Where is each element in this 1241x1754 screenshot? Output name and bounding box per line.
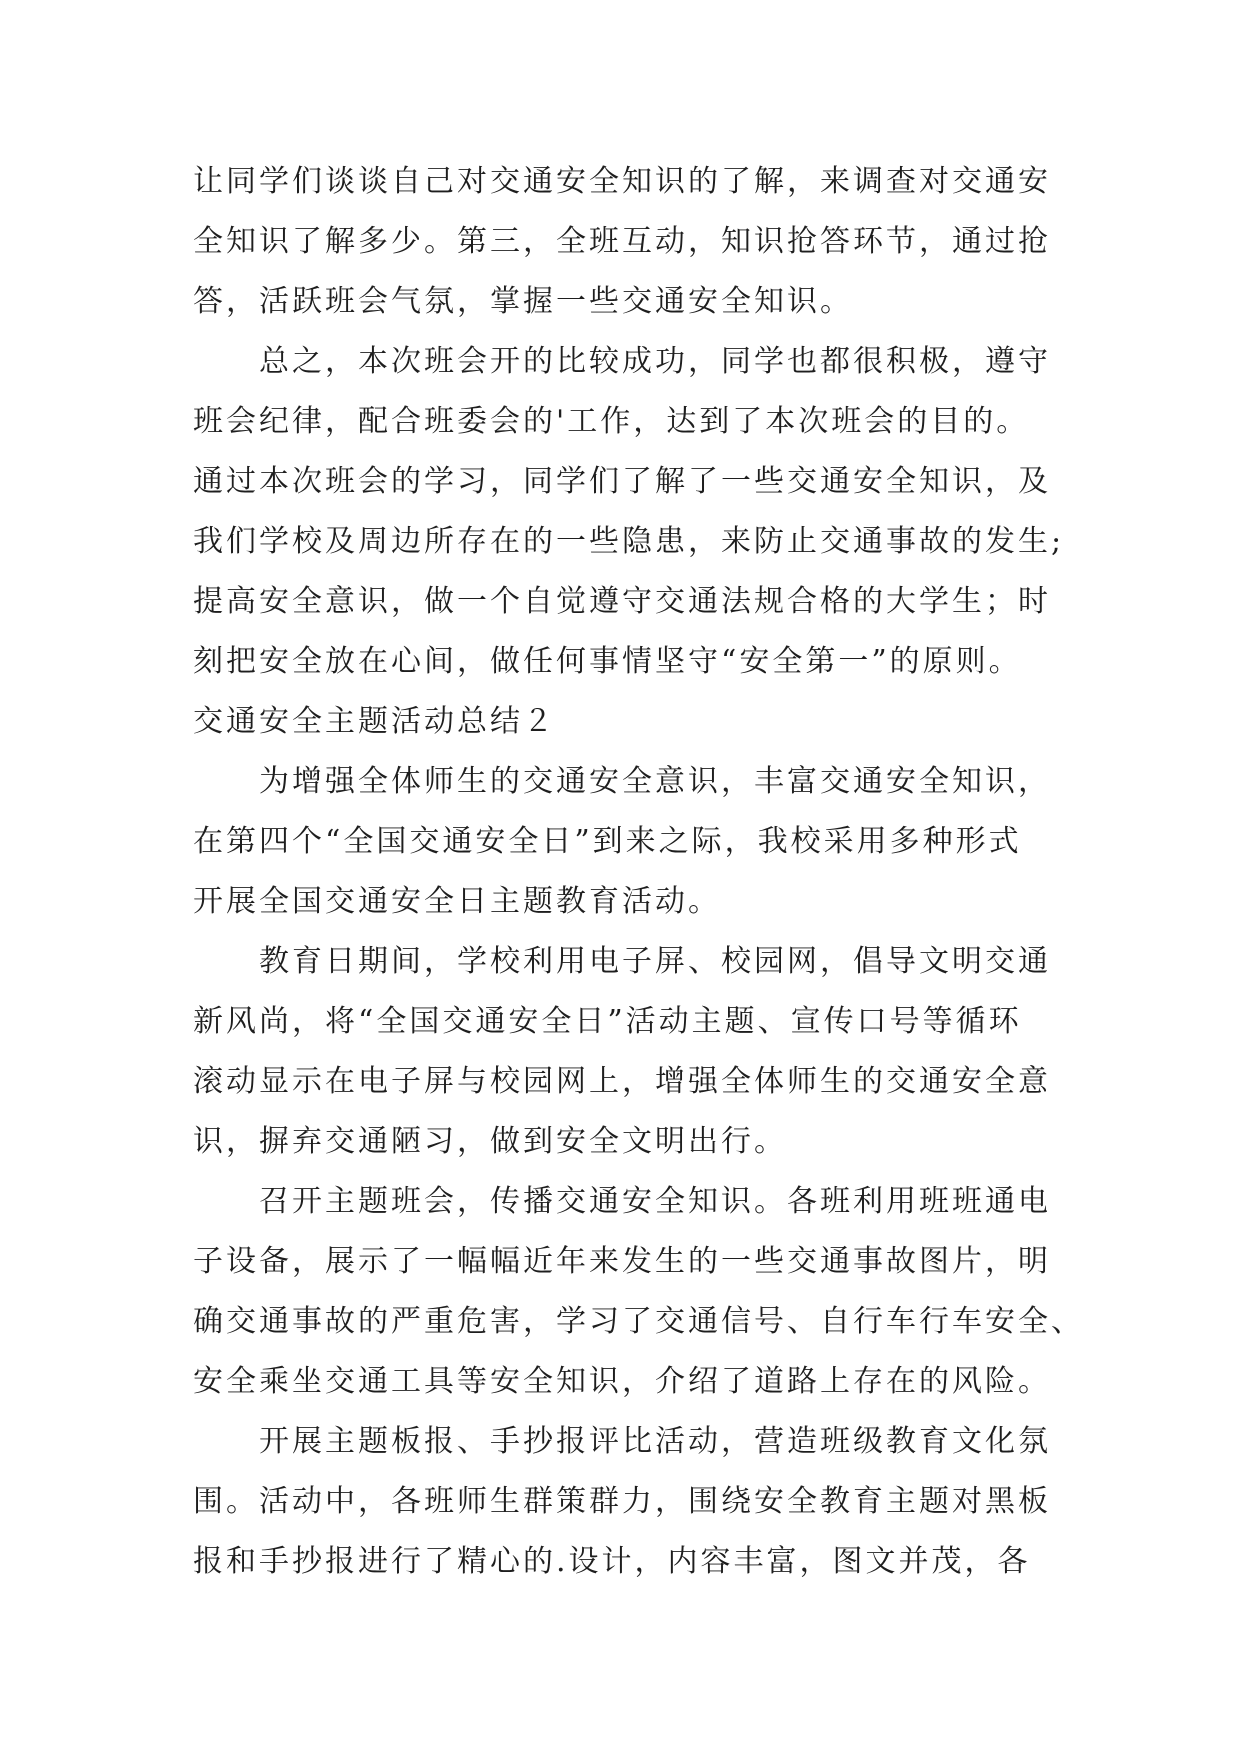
text-line-2: 全知识了解多少。第三，全班互动，知识抢答环节，通过抢 — [193, 224, 1051, 259]
text-line-6: 通过本次班会的学习，同学们了解了一些交通安全知识，及 — [193, 464, 1051, 499]
text-line-11: 为增强全体师生的交通安全意识，丰富交通安全知识， — [193, 764, 1051, 799]
text-line-5: 班会纪律，配合班委会的'工作，达到了本次班会的目的。 — [193, 404, 1030, 439]
text-line-22: 开展主题板报、手抄报评比活动，营造班级教育文化氛 — [193, 1424, 1051, 1459]
text-line-9: 刻把安全放在心间，做任何事情坚守“安全第一”的原则。 — [193, 644, 1022, 679]
text-line-3: 答，活跃班会气氛，掌握一些交通安全知识。 — [193, 284, 853, 319]
text-line-13: 开展全国交通安全日主题教育活动。 — [193, 884, 721, 919]
document-body — [193, 152, 1084, 1592]
text-line-19: 子设备，展示了一幅幅近年来发生的一些交通事故图片，明 — [193, 1244, 1051, 1279]
text-line-15: 新风尚，将“全国交通安全日”活动主题、宣传口号等循环 — [193, 1004, 1022, 1039]
text-line-23: 围。活动中，各班师生群策群力，围绕安全教育主题对黑板 — [193, 1484, 1051, 1519]
text-line-17: 识，摒弃交通陋习，做到安全文明出行。 — [193, 1124, 787, 1159]
text-line-14: 教育日期间，学校利用电子屏、校园网，倡导文明交通 — [193, 944, 1051, 979]
text-line-16: 滚动显示在电子屏与校园网上，增强全体师生的交通安全意 — [193, 1064, 1051, 1099]
text-line-4: 总之，本次班会开的比较成功，同学也都很积极，遵守 — [193, 344, 1051, 379]
text-line-8: 提高安全意识，做一个自觉遵守交通法规合格的大学生；时 — [193, 584, 1051, 619]
text-line-12: 在第四个“全国交通安全日”到来之际，我校采用多种形式 — [193, 824, 1022, 859]
text-line-24: 报和手抄报进行了精心的.设计，内容丰富，图文并茂，各 — [193, 1544, 1031, 1579]
text-line-21: 安全乘坐交通工具等安全知识，介绍了道路上存在的风险。 — [193, 1364, 1051, 1399]
text-line-20: 确交通事故的严重危害，学习了交通信号、自行车行车安全、 — [193, 1304, 1084, 1339]
text-line-7: 我们学校及周边所存在的一些隐患，来防止交通事故的发生; — [193, 524, 1065, 559]
text-line-18: 召开主题班会，传播交通安全知识。各班利用班班通电 — [193, 1184, 1051, 1219]
text-line-1: 让同学们谈谈自己对交通安全知识的了解，来调查对交通安 — [193, 164, 1051, 199]
section-heading: 交通安全主题活动总结２ — [193, 704, 556, 739]
